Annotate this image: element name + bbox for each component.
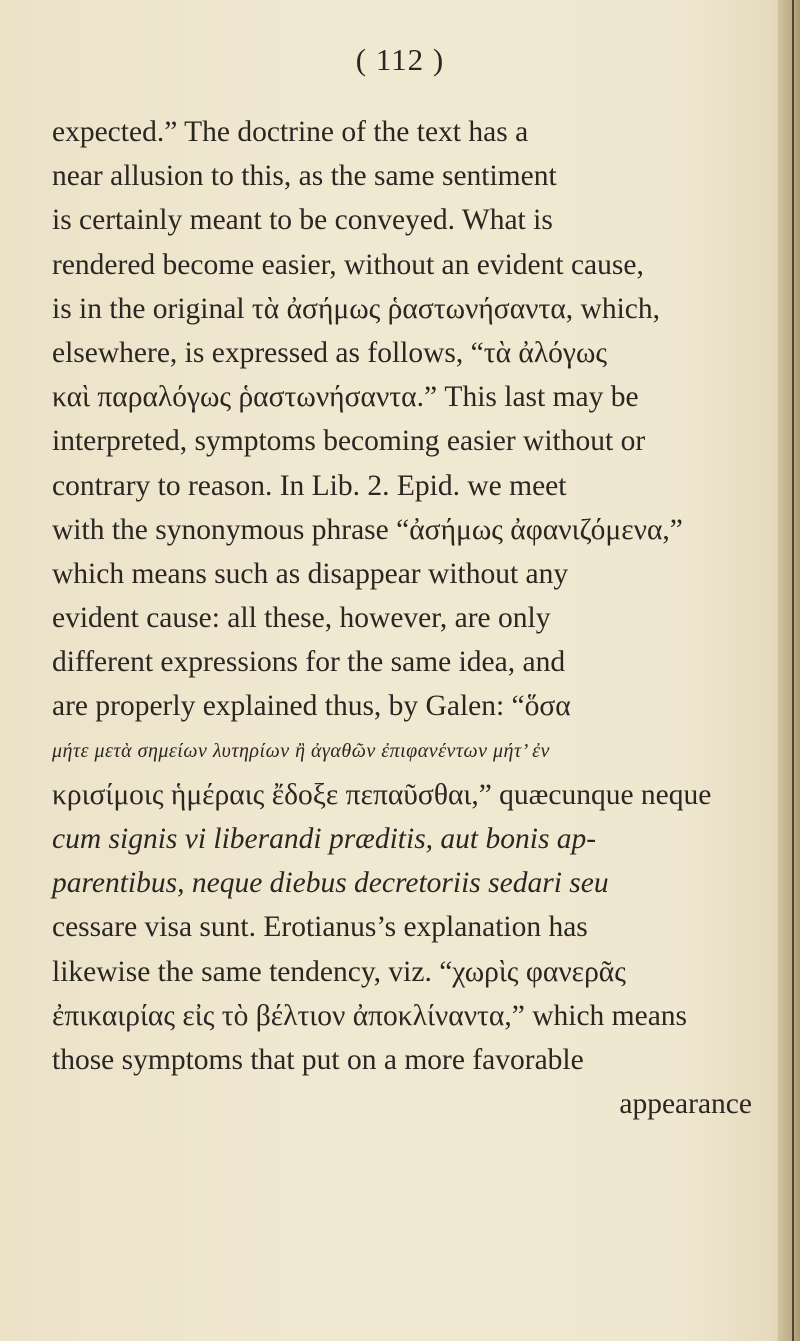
text-line-latin: parentibus, neque diebus decretoriis sedari seu	[52, 867, 609, 900]
text-line: ἐπικαιρίας εἰς τὸ βέλτιον ἀποκλίναντα,” which means	[52, 999, 688, 1032]
page-edge-line	[792, 0, 794, 1341]
text-line: which means such as disappear without any	[52, 557, 569, 590]
text-line: near allusion to this, as the same sentiment	[52, 160, 557, 193]
text-line: καὶ παραλόγως ῥαστωνήσαντα.” This last may be	[52, 381, 639, 414]
text-line-greek: μήτε μετὰ σημείων λυτηρίων ἢ ἀγαθῶν ἐπιφανέντων μήτ’ ἐν	[52, 739, 550, 762]
text-line: elsewhere, is expressed as follows, “τὰ ἀλόγως	[52, 336, 608, 369]
text-line: κρισίμοις ἡμέραις ἔδοξε πεπαῦσθαι,” quæcunque neque	[52, 778, 712, 811]
text-line-latin: cum signis vi liberandi præditis, aut bonis ap-	[52, 823, 597, 855]
text-line: evident cause: all these, however, are only	[52, 602, 551, 635]
text-line: interpreted, symptoms becoming easier without or	[52, 425, 646, 458]
catchword: appearance	[619, 1088, 752, 1121]
text-line: are properly explained thus, by Galen: “ὅσα	[52, 690, 571, 723]
text-line: rendered become easier, without an evident cause,	[52, 248, 644, 281]
text-line: contrary to reason. In Lib. 2. Epid. we meet	[52, 469, 567, 502]
page-edge-shadow	[778, 0, 800, 1341]
text-line: likewise the same tendency, viz. “χωρὶς φανερᾶς	[52, 955, 626, 988]
text-line: different expressions for the same idea, and	[52, 646, 566, 679]
text-line: is certainly meant to be conveyed. What is	[52, 204, 553, 237]
body-text	[52, 110, 772, 1126]
text-line: is in the original τὰ ἀσήμως ῥαστωνήσαντα, which,	[52, 292, 661, 325]
text-line: expected.” The doctrine of the text has a	[52, 116, 529, 148]
text-line: those symptoms that put on a more favorable	[52, 1043, 584, 1076]
text-line: with the synonymous phrase “ἀσήμως ἀφανιζόμενα,”	[52, 513, 683, 546]
text-line: cessare visa sunt. Erotianus’s explanation has	[52, 911, 588, 944]
page-number: ( 112 )	[355, 42, 445, 77]
